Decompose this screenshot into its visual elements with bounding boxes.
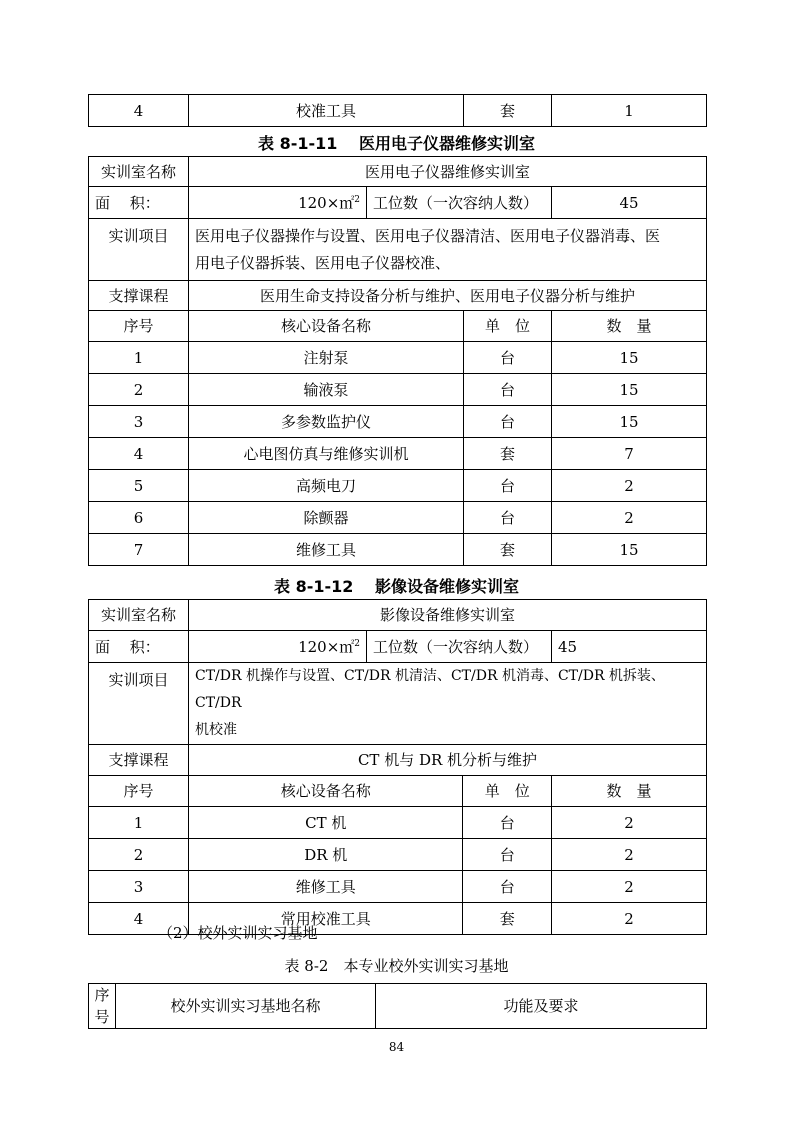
- table-row: [89, 470, 707, 502]
- cell-unit: 台: [464, 406, 552, 438]
- cell-unit: 台: [464, 502, 552, 534]
- cell-name: 维修工具: [189, 534, 464, 566]
- table-row: [89, 871, 707, 903]
- header-no: 序号: [89, 311, 189, 342]
- cell-qty: 2: [552, 807, 707, 839]
- header-name: 核心设备名称: [189, 311, 464, 342]
- project-label: 实训项目: [89, 219, 189, 281]
- cell-no: 6: [89, 502, 189, 534]
- room-name-value: 医用电子仪器维修实训室: [189, 157, 707, 187]
- cell-unit: 套: [464, 534, 552, 566]
- cell-name-unit: [189, 839, 552, 871]
- stations-label: 工位数（一次容纳人数）: [367, 187, 552, 219]
- cell-unit: 台: [464, 374, 552, 406]
- header-name: 核心设备名称: [280, 782, 371, 800]
- equipment-table-8-1-12: [88, 599, 707, 935]
- offcampus-base-table: [88, 983, 707, 1029]
- course-label: 支撑课程: [89, 745, 189, 776]
- cell-no: 4: [89, 95, 189, 127]
- project-value: [189, 663, 707, 745]
- cell-qty: 2: [552, 839, 707, 871]
- cell-qty: 2: [552, 903, 707, 935]
- stations-value: 45: [552, 631, 707, 663]
- cell-unit: 台: [464, 342, 552, 374]
- cell-no: 3: [89, 406, 189, 438]
- room-name-value: 影像设备维修实训室: [189, 600, 707, 631]
- cell-unit: 套: [462, 903, 551, 935]
- cell-qty: 2: [552, 502, 707, 534]
- table-row: [89, 438, 707, 470]
- project-value: [189, 219, 707, 281]
- table-row: [89, 839, 707, 871]
- table-row: [89, 374, 707, 406]
- header-function: 功能及要求: [376, 984, 707, 1029]
- cell-qty: 15: [552, 534, 707, 566]
- table-caption-8-1-11: 表 8-1-11 医用电子仪器维修实训室: [258, 134, 535, 153]
- header-name-unit: [189, 776, 552, 807]
- room-name-label: 实训室名称: [89, 600, 189, 631]
- course-value: CT 机与 DR 机分析与维护: [189, 745, 707, 776]
- stations-value: 45: [552, 187, 707, 219]
- cell-name: 常用校准工具: [280, 909, 371, 928]
- area-value: 120×㎡$^2$: [189, 187, 367, 219]
- project-label: 实训项目: [89, 663, 189, 745]
- course-label: 支撑课程: [89, 281, 189, 311]
- table-row: [89, 502, 707, 534]
- header-qty: 数 量: [552, 776, 707, 807]
- cell-name: 除颤器: [189, 502, 464, 534]
- cell-no: 3: [89, 871, 189, 903]
- cell-name: 多参数监护仪: [189, 406, 464, 438]
- cell-no: 4: [89, 903, 189, 935]
- table-caption-8-2: 表 8-2 本专业校外实训实习基地: [284, 957, 509, 975]
- stations-label: 工位数（一次容纳人数）: [367, 631, 552, 663]
- cell-unit: 套: [464, 95, 552, 127]
- cell-name: 注射泵: [189, 342, 464, 374]
- course-value: 医用生命支持设备分析与维护、医用电子仪器分析与维护: [189, 281, 707, 311]
- cell-name-unit: [189, 807, 552, 839]
- cell-no: 1: [89, 342, 189, 374]
- cell-name: 心电图仿真与维修实训机: [189, 438, 464, 470]
- cell-qty: 7: [552, 438, 707, 470]
- project-line-2: 用电子仪器拆装、医用电子仪器校准、: [195, 253, 451, 272]
- header-qty: 数 量: [552, 311, 707, 342]
- table-row: [89, 807, 707, 839]
- area-label: 面 积：: [89, 631, 189, 663]
- header-unit: 单 位: [462, 775, 551, 807]
- table-caption-8-1-12: 表 8-1-12 影像设备维修实训室: [274, 577, 519, 596]
- cell-unit: 台: [462, 839, 551, 871]
- table-row: [89, 534, 707, 566]
- cell-qty: 15: [552, 374, 707, 406]
- cell-name: 输液泵: [189, 374, 464, 406]
- cell-no: 7: [89, 534, 189, 566]
- project-line-2: 机校准: [195, 722, 237, 738]
- cell-no: 1: [89, 807, 189, 839]
- table-row: [89, 406, 707, 438]
- cell-qty: 15: [552, 406, 707, 438]
- area-value: 120×㎡$^2$: [189, 631, 367, 663]
- cell-unit: 台: [462, 871, 551, 903]
- cell-name-unit: [189, 871, 552, 903]
- cell-qty: 15: [552, 342, 707, 374]
- cell-no: 4: [89, 438, 189, 470]
- table-row: [89, 342, 707, 374]
- cell-name: CT 机: [305, 813, 347, 832]
- project-line-1: 医用电子仪器操作与设置、医用电子仪器清洁、医用电子仪器消毒、医: [195, 226, 661, 245]
- project-line-1: CT/DR 机操作与设置、CT/DR 机清洁、CT/DR 机消毒、CT/DR 机拆装、CT/DR: [195, 668, 665, 711]
- top-continuation-table: [88, 94, 707, 127]
- cell-name: 维修工具: [295, 877, 356, 896]
- cell-unit: 套: [464, 438, 552, 470]
- cell-name: DR 机: [304, 845, 348, 864]
- header-unit: 单 位: [464, 311, 552, 342]
- header-no: 序号: [89, 984, 116, 1029]
- cell-no: 5: [89, 470, 189, 502]
- room-name-label: 实训室名称: [89, 157, 189, 187]
- cell-name: 高频电刀: [189, 470, 464, 502]
- cell-unit: 台: [462, 807, 551, 839]
- header-no: 序号: [89, 776, 189, 807]
- cell-qty: 1: [552, 95, 707, 127]
- cell-unit: 台: [464, 470, 552, 502]
- cell-name: 校准工具: [189, 95, 464, 127]
- header-base-name: 校外实训实习基地名称: [116, 984, 376, 1029]
- area-label: 面 积：: [89, 187, 189, 219]
- cell-qty: 2: [552, 871, 707, 903]
- equipment-table-8-1-11: [88, 156, 707, 566]
- cell-no: 2: [89, 374, 189, 406]
- cell-no: 2: [89, 839, 189, 871]
- page-number: 84: [388, 1040, 405, 1054]
- section-heading-offcampus: （2）校外实训实习基地: [158, 924, 318, 942]
- cell-qty: 2: [552, 470, 707, 502]
